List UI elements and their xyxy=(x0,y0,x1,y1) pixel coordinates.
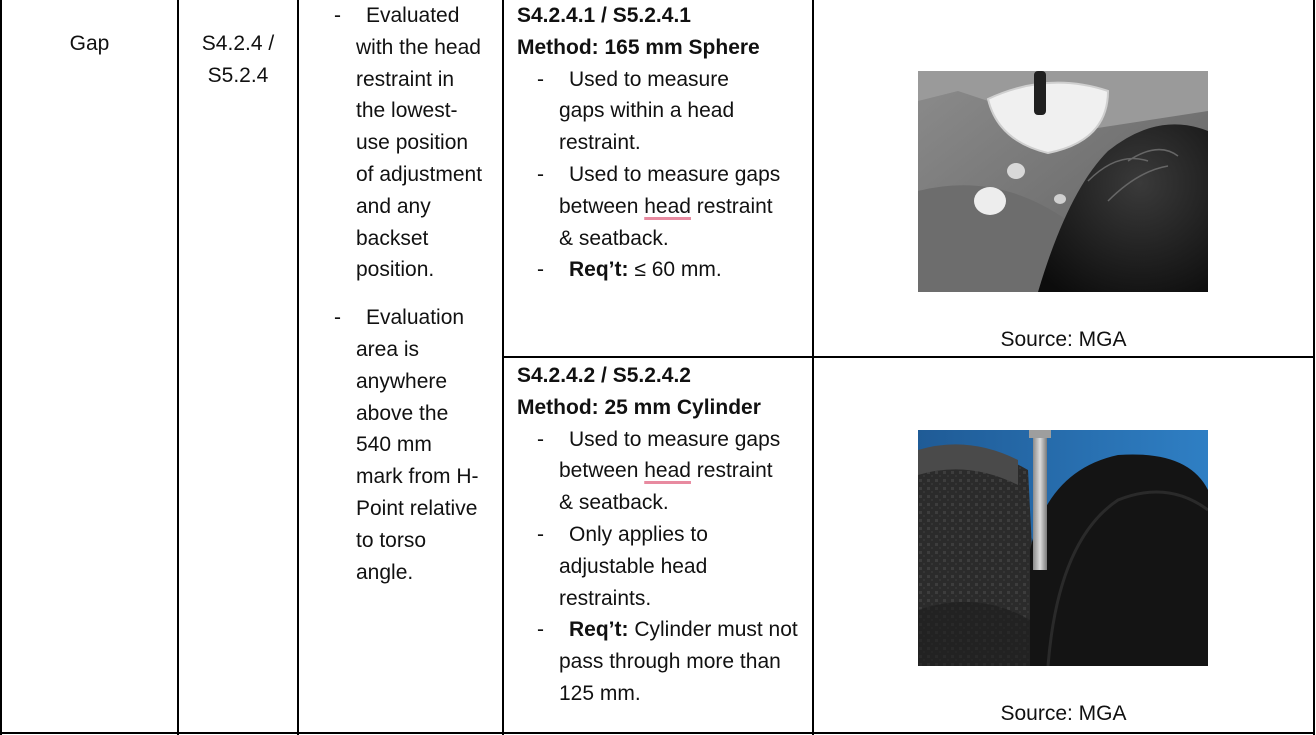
method-bullet xyxy=(517,254,809,286)
cylinder-gap-photo xyxy=(918,430,1208,666)
dash-bullet-icon: - xyxy=(537,67,544,91)
method-name: Method: 165 mm Sphere xyxy=(517,35,760,59)
method-bullet xyxy=(517,159,809,254)
method-bullet-text-part: restraint & seatback. xyxy=(559,194,773,250)
requirement-value: ≤ 60 mm. xyxy=(628,258,722,282)
spellcheck-flagged-word: head xyxy=(644,194,691,218)
dash-bullet-icon: - xyxy=(537,258,544,282)
evaluation-note xyxy=(334,302,484,588)
method-section-label: S4.2.4.2 / S5.2.4.2 xyxy=(517,364,691,387)
column-divider-3 xyxy=(502,0,504,735)
method-bullet-text-part: restraint & seatback. xyxy=(559,459,773,515)
cylinder-photo-illustration xyxy=(918,430,1208,666)
evaluation-note-text: Evaluation area is anywhere above the 540 mm mark from H-Point relative to torso angle. xyxy=(356,306,479,584)
evaluation-note-text: Evaluated with the head restraint in the lowest-use position of adjustment and any backset position. xyxy=(356,4,483,282)
dash-bullet-icon: - xyxy=(537,522,544,546)
requirement-label: Req’t: xyxy=(569,618,629,642)
dash-bullet-icon: - xyxy=(334,306,341,330)
table-border-left xyxy=(0,0,2,735)
cylinder-photo-caption: Source: MGA xyxy=(1000,702,1127,725)
method-bullet-text-part: Used to measure gaps between xyxy=(559,427,781,483)
topic-label: Gap xyxy=(69,32,110,55)
column-divider-4 xyxy=(812,0,814,735)
evaluation-notes-cell xyxy=(334,0,484,588)
column-divider-2 xyxy=(297,0,299,735)
topic-cell xyxy=(2,28,177,60)
dash-bullet-icon: - xyxy=(334,4,341,27)
sphere-photo-caption: Source: MGA xyxy=(1000,328,1127,351)
dash-bullet-icon: - xyxy=(537,427,544,451)
method-bullet-list xyxy=(517,424,809,710)
method-cell-cylinder xyxy=(517,360,809,710)
method-bullet-text xyxy=(559,254,791,286)
method-bullet-text xyxy=(559,424,791,519)
sections-cell xyxy=(179,28,297,92)
column-divider-1 xyxy=(177,0,179,735)
method-bullet xyxy=(517,519,809,614)
dash-bullet-icon: - xyxy=(537,162,544,186)
method-bullet xyxy=(517,64,809,159)
sphere-photo-illustration xyxy=(918,71,1208,292)
method-name: Method: 25 mm Cylinder xyxy=(517,395,761,419)
method-bullet-text-part: Used to measure gaps between xyxy=(559,162,781,218)
table-border-right xyxy=(1313,0,1315,735)
sphere-gap-photo xyxy=(918,71,1208,292)
method-bullet-text xyxy=(559,614,809,709)
requirement-label: Req’t: xyxy=(569,258,629,282)
evaluation-note xyxy=(334,0,484,286)
method-bullet-list xyxy=(517,64,809,287)
method-bullet-text: Used to measure gaps within a head restraint. xyxy=(559,67,735,155)
method-bullet xyxy=(517,614,809,709)
method-bullet-text: Only applies to adjustable head restraints. xyxy=(559,522,708,610)
row-divider xyxy=(502,356,1315,358)
evaluation-notes-list xyxy=(334,0,484,588)
dash-bullet-icon: - xyxy=(537,618,544,642)
method-bullet xyxy=(517,424,809,519)
method-cell-sphere xyxy=(517,0,809,286)
sections-line-2: S5.2.4 xyxy=(207,63,269,87)
method-bullet-text xyxy=(559,159,791,254)
method-section-label: S4.2.4.1 / S5.2.4.1 xyxy=(517,4,691,27)
table-border-bottom xyxy=(0,732,1315,734)
sections-line-1: S4.2.4 / xyxy=(201,32,275,55)
spellcheck-flagged-word: head xyxy=(644,459,691,483)
requirement-value: Cylinder must not pass through more than 125 mm. xyxy=(559,618,798,705)
